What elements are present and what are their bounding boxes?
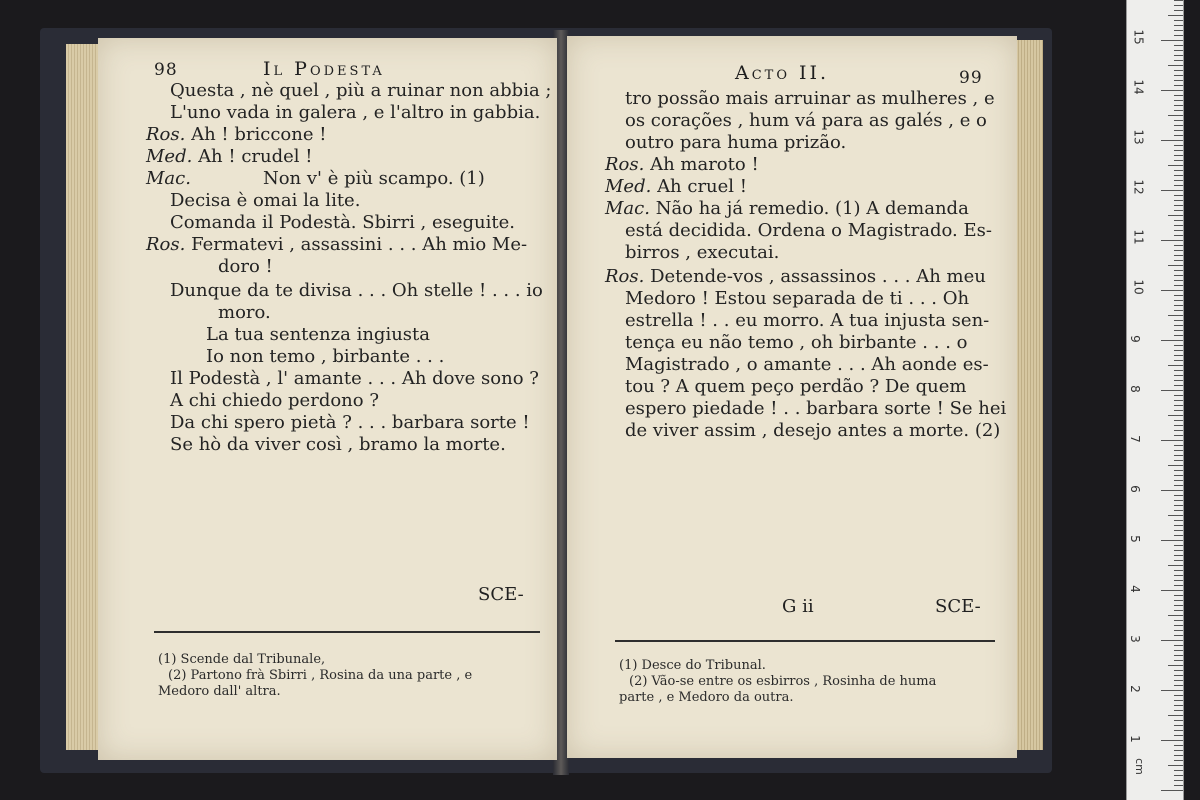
ruler-tick [1174, 445, 1183, 446]
text-line: L'uno vada in galera , e l'altro in gabbia. [170, 102, 541, 123]
ruler-tick [1174, 30, 1183, 31]
ruler-tick [1168, 65, 1183, 66]
footnote: (1) Desce do Tribunal. [619, 658, 766, 673]
ruler-tick [1174, 520, 1183, 521]
ruler-tick [1174, 625, 1183, 626]
ruler-tick [1174, 500, 1183, 501]
ruler-tick [1161, 290, 1183, 291]
ruler-tick [1174, 100, 1183, 101]
ruler-number: 13 [1131, 129, 1146, 145]
ruler-number: 4 [1127, 585, 1142, 593]
ruler-number: 6 [1127, 485, 1142, 493]
ruler-tick [1174, 95, 1183, 96]
ruler-tick [1168, 665, 1183, 666]
ruler-tick [1174, 355, 1183, 356]
ruler-tick [1174, 770, 1183, 771]
text-line: Med. Ah cruel ! [605, 176, 748, 197]
ruler-tick [1174, 260, 1183, 261]
ruler-tick [1168, 365, 1183, 366]
page-edges-left [66, 44, 100, 750]
text-line: Ros. Ah ! briccone ! [146, 124, 327, 145]
text-line: Se hò da viver così , bramo la morte. [170, 434, 506, 455]
ruler-tick [1174, 135, 1183, 136]
ruler-tick [1174, 580, 1183, 581]
ruler-tick [1174, 750, 1183, 751]
ruler-tick [1174, 25, 1183, 26]
text-line: Ros. Ah maroto ! [605, 154, 759, 175]
text-line: estrella ! . . eu morro. A tua injusta sen- [625, 310, 990, 331]
ruler-tick [1174, 695, 1183, 696]
ruler-tick [1174, 660, 1183, 661]
ruler-tick [1174, 710, 1183, 711]
ruler-tick [1161, 40, 1183, 41]
ruler-tick [1174, 455, 1183, 456]
ruler-tick [1161, 590, 1183, 591]
left-footnotes [158, 652, 472, 700]
ruler-number: 5 [1127, 535, 1142, 543]
right-page-number: 99 [959, 68, 983, 88]
text-line: Questa , nè quel , più a ruinar non abbia ; [170, 80, 552, 101]
ruler-tick [1174, 305, 1183, 306]
ruler-tick [1174, 435, 1183, 436]
right-running-title: Acto II. [735, 62, 830, 84]
ruler-tick [1168, 465, 1183, 466]
ruler-number: 15 [1131, 29, 1146, 45]
ruler-tick [1174, 270, 1183, 271]
ruler-tick [1174, 320, 1183, 321]
ruler-tick [1168, 265, 1183, 266]
ruler-tick [1168, 115, 1183, 116]
ruler-tick [1174, 600, 1183, 601]
ruler-tick [1174, 460, 1183, 461]
ruler-tick [1174, 235, 1183, 236]
ruler-tick [1174, 295, 1183, 296]
ruler-tick [1168, 765, 1183, 766]
ruler-tick [1174, 510, 1183, 511]
ruler-tick [1161, 790, 1183, 791]
ruler-tick [1174, 475, 1183, 476]
text-line: Mac. Não ha já remedio. (1) A demanda [605, 198, 969, 219]
ruler-tick [1174, 0, 1183, 1]
ruler-tick [1174, 50, 1183, 51]
text-line: Comanda il Podestà. Sbirri , eseguite. [170, 212, 516, 233]
ruler-tick [1174, 675, 1183, 676]
ruler-number: 1 [1127, 735, 1142, 743]
text-line: moro. [218, 302, 271, 323]
ruler-tick [1174, 350, 1183, 351]
ruler-tick [1174, 300, 1183, 301]
ruler-tick [1174, 525, 1183, 526]
ruler-tick [1174, 170, 1183, 171]
ruler-tick [1174, 430, 1183, 431]
ruler-tick [1168, 615, 1183, 616]
ruler-tick [1174, 380, 1183, 381]
ruler-tick [1168, 15, 1183, 16]
right-page [567, 36, 1017, 758]
ruler-tick [1174, 175, 1183, 176]
footnote: (2) Partono frà Sbirri , Rosina da una parte , e [168, 668, 473, 683]
ruler-tick [1161, 740, 1183, 741]
text-line: os corações , hum vá para as galés , e o [625, 110, 987, 131]
ruler-tick [1168, 165, 1183, 166]
ruler-tick [1174, 60, 1183, 61]
ruler-tick [1174, 250, 1183, 251]
ruler-tick [1174, 375, 1183, 376]
ruler-tick [1174, 150, 1183, 151]
ruler-tick [1174, 345, 1183, 346]
ruler-tick [1174, 410, 1183, 411]
ruler-tick [1174, 200, 1183, 201]
ruler-tick [1174, 570, 1183, 571]
ruler-tick [1174, 370, 1183, 371]
ruler-tick [1174, 5, 1183, 6]
text-line: Dunque da te divisa . . . Oh stelle ! . . . io [170, 280, 543, 301]
ruler-tick [1174, 780, 1183, 781]
ruler-tick [1168, 215, 1183, 216]
ruler-tick [1174, 485, 1183, 486]
ruler-tick [1174, 145, 1183, 146]
ruler-number: 10 [1131, 279, 1146, 295]
text-line: Mac. Non v' è più scampo. (1) [146, 168, 485, 189]
text-line: tro possão mais arruinar as mulheres , e [625, 88, 995, 109]
ruler-unit: cm [1132, 758, 1146, 775]
text-line: Ros. Detende-vos , assassinos . . . Ah meu [605, 266, 986, 287]
footnote: Medoro dall' altra. [158, 684, 281, 699]
ruler-number: 2 [1127, 685, 1142, 693]
ruler-tick [1174, 575, 1183, 576]
ruler-tick [1161, 440, 1183, 441]
ruler-tick [1174, 545, 1183, 546]
text-line: Il Podestà , l' amante . . . Ah dove sono ? [170, 368, 539, 389]
ruler-tick [1174, 610, 1183, 611]
ruler-tick [1174, 705, 1183, 706]
ruler-tick [1174, 10, 1183, 11]
ruler-tick [1174, 495, 1183, 496]
ruler-tick [1174, 130, 1183, 131]
ruler-tick [1174, 645, 1183, 646]
ruler-tick [1174, 595, 1183, 596]
ruler-tick [1174, 285, 1183, 286]
ruler-tick [1174, 335, 1183, 336]
right-footnotes [619, 658, 936, 706]
footnote: parte , e Medoro da outra. [619, 690, 794, 705]
ruler-tick [1174, 210, 1183, 211]
ruler-tick [1174, 155, 1183, 156]
ruler-tick [1174, 785, 1183, 786]
ruler-tick [1161, 690, 1183, 691]
ruler-tick [1174, 105, 1183, 106]
ruler-tick [1174, 505, 1183, 506]
ruler-tick [1174, 670, 1183, 671]
ruler-tick [1174, 70, 1183, 71]
ruler-tick [1174, 420, 1183, 421]
ruler-tick [1174, 160, 1183, 161]
text-line: La tua sentenza ingiusta [206, 324, 431, 345]
ruler-tick [1174, 760, 1183, 761]
ruler-tick [1174, 35, 1183, 36]
text-line: está decidida. Ordena o Magistrado. Es- [625, 220, 992, 241]
footnote-rule [615, 640, 995, 642]
ruler-tick [1174, 655, 1183, 656]
ruler-number: 8 [1127, 385, 1142, 393]
ruler-tick [1174, 730, 1183, 731]
ruler-tick [1174, 725, 1183, 726]
ruler-tick [1174, 280, 1183, 281]
ruler-tick [1174, 360, 1183, 361]
right-catchword: SCE- [935, 596, 981, 617]
ruler-tick [1174, 425, 1183, 426]
ruler-number: 12 [1131, 179, 1146, 195]
ruler-tick [1161, 540, 1183, 541]
text-line: Io non temo , birbante . . . [206, 346, 445, 367]
ruler-tick [1174, 735, 1183, 736]
footnote: (1) Scende dal Tribunale, [158, 652, 326, 667]
ruler-tick [1168, 565, 1183, 566]
ruler-tick [1174, 220, 1183, 221]
ruler-tick [1174, 385, 1183, 386]
ruler-tick [1168, 315, 1183, 316]
ruler-tick [1161, 640, 1183, 641]
text-line: outro para huma prizão. [625, 132, 847, 153]
ruler-tick [1174, 310, 1183, 311]
measuring-ruler [1126, 0, 1184, 800]
ruler-tick [1161, 340, 1183, 341]
text-line: tou ? A quem peço perdão ? De quem [625, 376, 967, 397]
text-line: Da chi spero pietà ? . . . barbara sorte ! [170, 412, 530, 433]
ruler-tick [1161, 240, 1183, 241]
ruler-tick [1174, 195, 1183, 196]
ruler-tick [1174, 755, 1183, 756]
ruler-tick [1174, 245, 1183, 246]
ruler-tick [1161, 90, 1183, 91]
ruler-tick [1174, 605, 1183, 606]
ruler-tick [1174, 330, 1183, 331]
ruler-tick [1174, 555, 1183, 556]
ruler-tick [1174, 325, 1183, 326]
ruler-tick [1168, 515, 1183, 516]
ruler-tick [1174, 620, 1183, 621]
left-catchword: SCE- [478, 584, 524, 605]
ruler-tick [1174, 180, 1183, 181]
ruler-tick [1174, 535, 1183, 536]
ruler-tick [1174, 275, 1183, 276]
ruler-tick [1174, 205, 1183, 206]
page-edges-right [1013, 40, 1043, 750]
ruler-tick [1174, 185, 1183, 186]
ruler-tick [1168, 715, 1183, 716]
text-line: Ros. Fermatevi , assassini . . . Ah mio Me- [146, 234, 528, 255]
ruler-number: 3 [1127, 635, 1142, 643]
ruler-tick [1174, 400, 1183, 401]
ruler-tick [1174, 680, 1183, 681]
ruler-tick [1174, 720, 1183, 721]
text-line: Magistrado , o amante . . . Ah aonde es- [625, 354, 989, 375]
ruler-number: 9 [1127, 335, 1142, 343]
ruler-tick [1174, 585, 1183, 586]
ruler-tick [1174, 405, 1183, 406]
text-line: Medoro ! Estou separada de ti . . . Oh [625, 288, 970, 309]
ruler-tick [1174, 395, 1183, 396]
ruler-tick [1174, 230, 1183, 231]
ruler-tick [1174, 75, 1183, 76]
ruler-tick [1161, 390, 1183, 391]
ruler-tick [1174, 110, 1183, 111]
ruler-tick [1174, 20, 1183, 21]
ruler-tick [1174, 45, 1183, 46]
ruler-tick [1168, 415, 1183, 416]
ruler-number: 7 [1127, 435, 1142, 443]
text-line: doro ! [218, 256, 273, 277]
ruler-tick [1174, 120, 1183, 121]
left-running-title: Il Podesta [263, 58, 385, 80]
ruler-number: 11 [1131, 229, 1146, 245]
left-page-number: 98 [154, 60, 178, 80]
ruler-tick [1174, 80, 1183, 81]
ruler-tick [1174, 775, 1183, 776]
ruler-tick [1174, 480, 1183, 481]
ruler-tick [1174, 630, 1183, 631]
left-page [98, 38, 557, 760]
ruler-tick [1174, 635, 1183, 636]
text-line: espero piedade ! . . barbara sorte ! Se hei [625, 398, 1007, 419]
ruler-tick [1174, 255, 1183, 256]
ruler-tick [1174, 470, 1183, 471]
text-line: Decisa è omai la lite. [170, 190, 361, 211]
text-line: birros , executai. [625, 242, 780, 263]
ruler-tick [1161, 140, 1183, 141]
text-line: Med. Ah ! crudel ! [146, 146, 313, 167]
footnote: (2) Vão-se entre os esbirros , Rosinha de huma [629, 674, 937, 689]
ruler-tick [1174, 550, 1183, 551]
signature-mark: G ii [782, 596, 814, 617]
footnote-rule [154, 631, 540, 633]
ruler-tick [1174, 560, 1183, 561]
ruler-tick [1161, 490, 1183, 491]
ruler-tick [1161, 190, 1183, 191]
ruler-tick [1174, 85, 1183, 86]
text-line: de viver assim , desejo antes a morte. (2) [625, 420, 1001, 441]
ruler-tick [1174, 700, 1183, 701]
ruler-tick [1174, 650, 1183, 651]
ruler-tick [1174, 55, 1183, 56]
text-line: A chi chiedo perdono ? [170, 390, 379, 411]
ruler-tick [1174, 125, 1183, 126]
ruler-tick [1174, 530, 1183, 531]
text-line: tença eu não temo , oh birbante . . . o [625, 332, 968, 353]
ruler-tick [1174, 225, 1183, 226]
ruler-number: 14 [1131, 79, 1146, 95]
ruler-tick [1174, 745, 1183, 746]
ruler-tick [1174, 450, 1183, 451]
ruler-tick [1174, 685, 1183, 686]
